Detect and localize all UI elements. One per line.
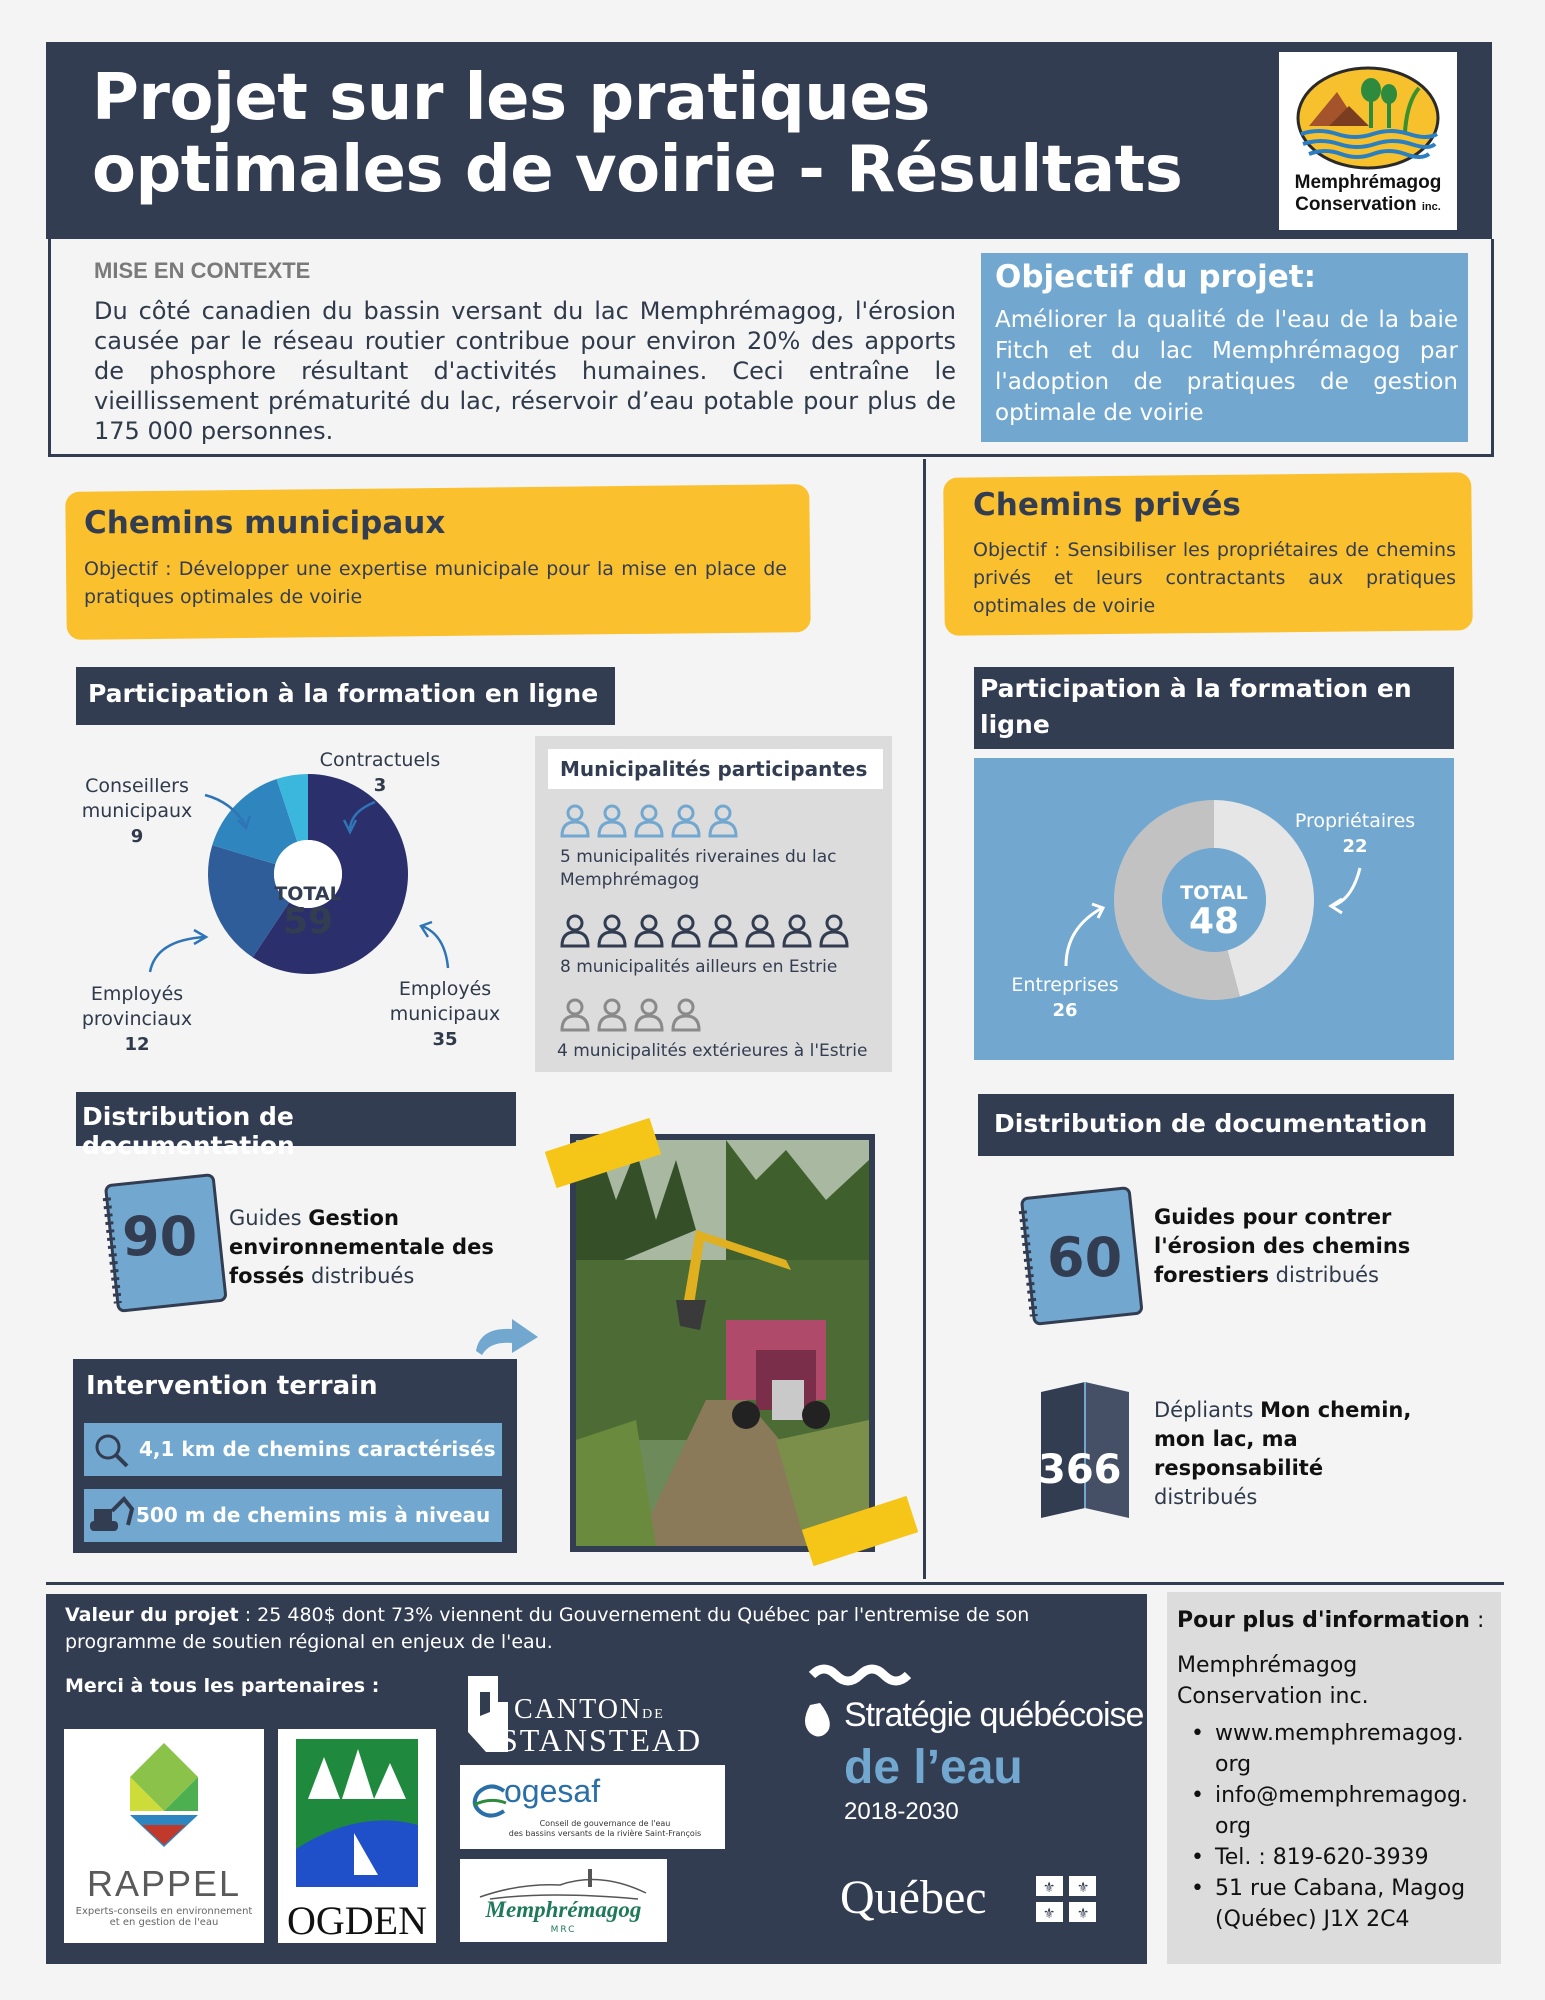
excavator-icon: [88, 1495, 136, 1537]
canton-line2: STANSTEAD: [500, 1722, 703, 1758]
group2-person-icon: [594, 912, 630, 948]
group2-person-icon: [742, 912, 778, 948]
group1-person-icon: [631, 802, 667, 838]
arrow-head-proprietaires-icon: [1331, 899, 1342, 913]
group3-person-icon: [631, 996, 667, 1032]
label-proprietaires-text: Propriétaires: [1294, 810, 1416, 832]
label-contractuels-value: 3: [373, 775, 387, 796]
context-heading: MISE EN CONTEXTE: [94, 258, 311, 283]
municipal-doc-text: [229, 1204, 499, 1291]
private-doc2-post: distribués: [1154, 1485, 1258, 1509]
private-doc2-text: [1154, 1396, 1424, 1512]
field-photo: [576, 1140, 869, 1546]
group2-person-icon: [705, 912, 741, 948]
svg-text:⚜: ⚜: [1042, 1906, 1056, 1922]
municipal-formation-header: Participation à la formation en ligne: [76, 667, 615, 725]
municipal-doc-header: Distribution de documentation: [76, 1092, 516, 1146]
label-provinciaux-line1: Employés: [90, 983, 184, 1005]
municipal-doc-number: 90: [122, 1205, 198, 1268]
column-divider: [923, 459, 926, 1579]
municipal-total-value: 59: [282, 901, 334, 942]
private-total-value: 48: [1188, 901, 1240, 942]
label-contractuels-text: Contractuels: [319, 749, 441, 771]
svg-text:⚜: ⚜: [1076, 1880, 1090, 1896]
logo-text-line-1: Memphrémagog: [1294, 172, 1442, 193]
label-entreprises: [990, 973, 1140, 1023]
label-conseillers: [62, 774, 212, 849]
project-value-text: : 25 480$ dont 73% viennent du Gouvernement du Québec par l'entremise de son programme de soutien régional en enjeux de l'eau.: [65, 1604, 1030, 1653]
people-group-3: [557, 996, 705, 1036]
logo-text-conservation: Conservation: [1295, 194, 1417, 215]
group2-person-icon: [668, 912, 704, 948]
municipal-doc-text-post: distribués: [304, 1264, 415, 1288]
canton-stanstead-logo: [460, 1672, 730, 1756]
private-total-label: TOTAL: [1180, 882, 1248, 904]
info-website[interactable]: • www.memphremagog. org: [1177, 1718, 1495, 1780]
label-conseillers-line2: municipaux: [81, 800, 193, 822]
arrow-proprietaires-icon: [1332, 868, 1360, 906]
label-contractuels: [300, 748, 460, 798]
info-phone: • Tel. : 819-620-3939: [1177, 1842, 1495, 1873]
people-group-1: [557, 802, 742, 842]
project-value: [65, 1602, 1135, 1656]
curved-arrow-icon: [468, 1315, 548, 1365]
municipal-doc-text-bold: Gestion environnementale des fossés: [229, 1206, 494, 1288]
group1-person-icon: [668, 802, 704, 838]
group1-person-icon: [705, 802, 741, 838]
ogden-emblem-icon: [278, 1729, 436, 1899]
rappel-logo: [64, 1729, 264, 1943]
municipal-total-label: TOTAL: [274, 883, 342, 905]
rappel-sub: [64, 1906, 264, 1928]
intervention-item-1-text: 4,1 km de chemins caractérisés: [139, 1437, 496, 1461]
mrc-name: Memphrémagog: [485, 1897, 642, 1922]
label-provinciaux-line2: provinciaux: [81, 1008, 193, 1030]
private-title: Chemins privés: [973, 487, 1241, 523]
private-formation-header: Participation à la formation en ligne: [974, 667, 1454, 749]
logo-text-inc: inc.: [1421, 201, 1441, 213]
private-objective: Objectif : Sensibiliser les propriétaires de chemins privés et leurs contractants aux pratiques optimales de voirie: [973, 539, 1456, 617]
info-title: [1177, 1608, 1484, 1633]
excavator-photo-image: [576, 1140, 869, 1546]
private-doc1-post: distribués: [1269, 1263, 1379, 1287]
project-value-label: Valeur du projet: [65, 1604, 239, 1626]
group3-person-icon: [557, 996, 593, 1032]
footer-divider: [46, 1582, 1504, 1585]
intervention-item-2-text: 500 m de chemins mis à niveau: [136, 1503, 491, 1527]
rappel-emblem-icon: [64, 1729, 264, 1849]
intervention-item-1: [84, 1423, 502, 1476]
label-municipaux-value: 35: [432, 1029, 458, 1050]
canton-de: DE: [642, 1707, 665, 1722]
cogesaf-sub-line1: Conseil de gouvernance de l'eau: [539, 1819, 671, 1828]
municipalities-group-1-text: 5 municipalités riveraines du lac Memphrémagog: [560, 847, 837, 890]
info-address: • 51 rue Cabana, Magog (Québec) J1X 2C4: [1177, 1873, 1495, 1935]
group2-person-icon: [631, 912, 667, 948]
info-org: Memphrémagog Conservation inc.: [1177, 1653, 1369, 1709]
ogden-logo: [278, 1729, 436, 1943]
private-doc2-bold: Mon chemin, mon lac, ma responsabilité: [1154, 1398, 1412, 1480]
page-title: [92, 62, 1192, 206]
context-text: Du côté canadien du bassin versant du lac Memphrémagog, l'érosion causée par le réseau routier contribue pour environ 20% des apports de phosphore résultant d'activités humaines. Ceci entraîne le vieillissement prématurité du lac, réservoir d’eau potable pour plus de 175 000 personnes.: [94, 297, 956, 445]
mrc-memphremagog-logo: [460, 1859, 667, 1942]
label-conseillers-line1: Conseillers: [85, 775, 189, 797]
label-municipaux-line1: Employés: [398, 978, 492, 1000]
mrc-sub: MRC: [550, 1925, 577, 1935]
private-doc1-text: [1154, 1203, 1424, 1290]
cogesaf-name: ogesaf: [504, 1773, 601, 1809]
municipalities-group-2-text: 8 municipalités ailleurs en Estrie: [560, 957, 838, 977]
canton-word: CANTON: [514, 1694, 643, 1725]
group2-person-icon: [816, 912, 852, 948]
group2-person-icon: [779, 912, 815, 948]
objective-title: Objectif du projet:: [995, 259, 1316, 295]
cogesaf-logo: [460, 1765, 725, 1849]
logo-text-line-2: [1279, 194, 1457, 218]
title-line-2: optimales de voirie - Résultats: [92, 133, 1183, 207]
logo-text: [1279, 172, 1457, 218]
rappel-name: RAPPEL: [86, 1863, 242, 1904]
label-proprietaires: [1280, 809, 1430, 859]
info-title-text: Pour plus d'information: [1177, 1608, 1470, 1633]
label-entreprises-text: Entreprises: [1011, 974, 1119, 996]
municipalities-group-3-text: 4 municipalités extérieures à l'Estrie: [557, 1041, 868, 1061]
info-title-suffix: :: [1469, 1608, 1485, 1633]
cogesaf-sub: [490, 1819, 720, 1839]
private-doc1-bold: Guides pour contrer l'érosion des chemins forestiers: [1154, 1205, 1411, 1287]
ogden-name: OGDEN: [287, 1898, 427, 1943]
strategy-line2: de l’eau: [844, 1741, 1023, 1794]
label-municipaux-line2: municipaux: [389, 1003, 501, 1025]
municipal-title: Chemins municipaux: [84, 505, 446, 541]
label-provinciaux: [62, 982, 212, 1057]
label-proprietaires-value: 22: [1342, 836, 1368, 857]
label-provinciaux-value: 12: [124, 1034, 150, 1055]
intervention-item-2: [84, 1489, 502, 1542]
info-email[interactable]: • info@memphremagog. org: [1177, 1780, 1495, 1842]
municipal-objective: Objectif : Développer une expertise municipale pour la mise en place de pratiques optimales de voirie: [84, 558, 787, 608]
partners-thanks: Merci à tous les partenaires :: [65, 1675, 380, 1697]
svg-text:⚜: ⚜: [1076, 1906, 1090, 1922]
quebec-flag-icon: [1036, 1876, 1096, 1922]
intervention-title: Intervention terrain: [86, 1371, 378, 1401]
municipalities-title: Municipalités participantes: [560, 757, 868, 781]
municipal-doc-text-pre: Guides: [229, 1206, 309, 1230]
label-conseillers-value: 9: [130, 826, 144, 847]
label-municipaux: [370, 977, 520, 1052]
svg-text:⚜: ⚜: [1042, 1880, 1056, 1896]
label-entreprises-value: 26: [1052, 1000, 1078, 1021]
quebec-wordmark: Québec: [840, 1871, 987, 1924]
group2-person-icon: [557, 912, 593, 948]
private-doc2-number: 366: [1038, 1447, 1122, 1493]
group1-person-icon: [557, 802, 593, 838]
cogesaf-sub-line2: des bassins versants de la rivière Saint-François: [508, 1829, 702, 1838]
private-doc1-number: 60: [1047, 1226, 1123, 1289]
info-list: [1177, 1718, 1495, 1935]
objective-text: Améliorer la qualité de l'eau de la baie Fitch et du lac Memphrémagog par l'adoption de pratiques de gestion optimale de voirie: [995, 307, 1458, 426]
people-group-2: [557, 912, 853, 952]
private-doc-header: Distribution de documentation: [978, 1094, 1454, 1156]
group1-person-icon: [594, 802, 630, 838]
rappel-sub-line1: Experts-conseils en environnement: [75, 1906, 253, 1917]
strategy-line1: Stratégie québécoise: [844, 1696, 1144, 1734]
private-doc2-pre: Dépliants: [1154, 1398, 1261, 1422]
rappel-sub-line2: et en gestion de l'eau: [109, 1917, 219, 1928]
strategy-years: 2018-2030: [844, 1798, 959, 1825]
arrow-entreprises-icon: [1066, 908, 1102, 966]
group3-person-icon: [668, 996, 704, 1032]
group3-person-icon: [594, 996, 630, 1032]
magnifier-icon: [92, 1431, 132, 1469]
title-line-1: Projet sur les pratiques: [92, 61, 930, 135]
